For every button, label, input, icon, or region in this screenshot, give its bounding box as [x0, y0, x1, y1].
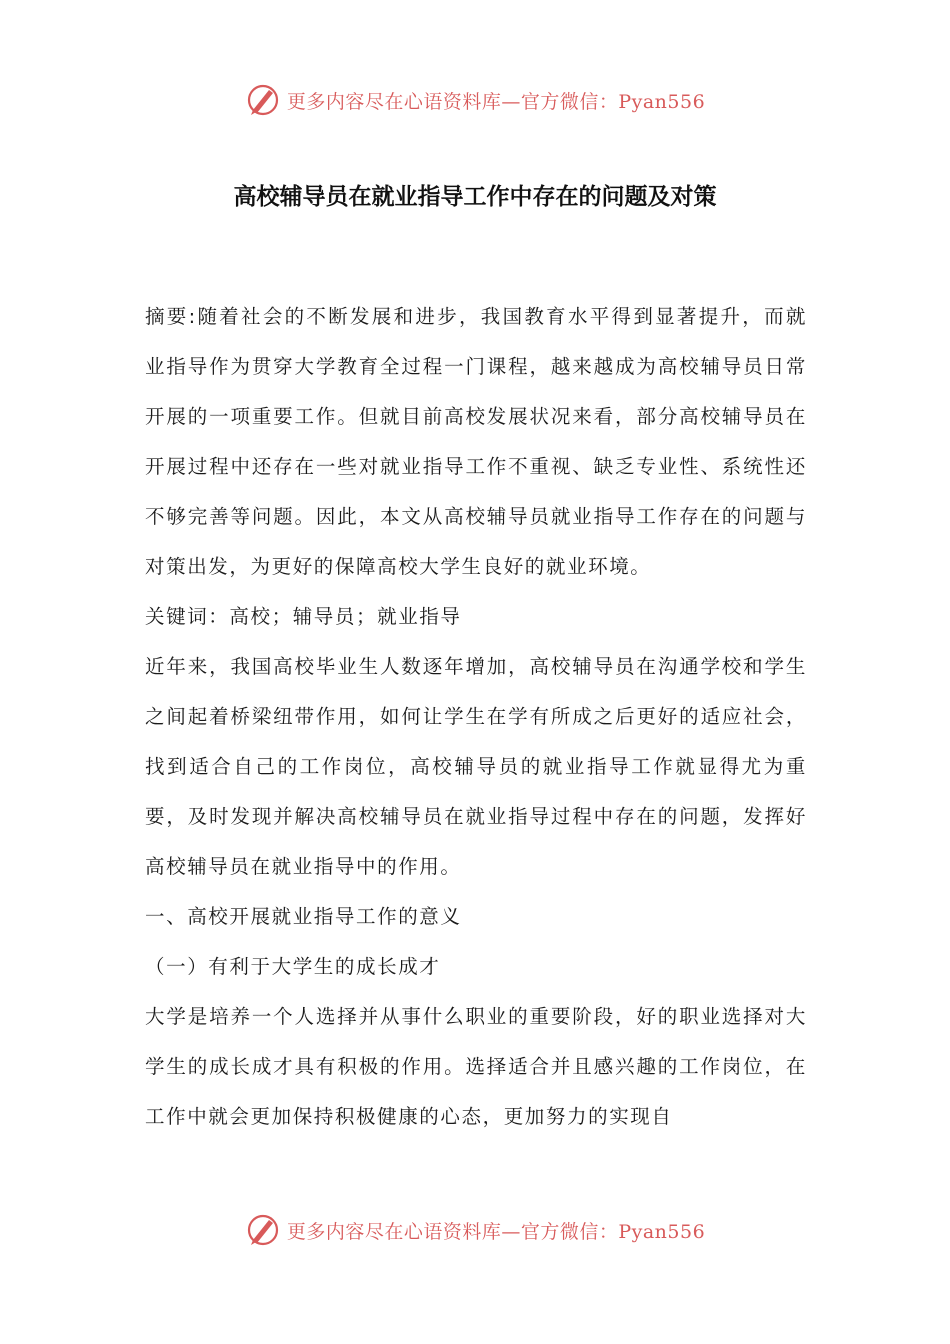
section-heading: 一、高校开展就业指导工作的意义	[145, 905, 462, 928]
intro-paragraph: 近年来，我国高校毕业生人数逐年增加，高校辅导员在沟通学校和学生之间起着桥梁纽带作用，如何让学生在学有所成之后更好的适应社会，找到适合自己的工作岗位，高校辅导员的就业指导工作就显得尤为重要，及时发现并解决高校辅导员在就业指导过程中存在的问题，发挥好高校辅导员在就业指导中的作用。	[145, 655, 807, 878]
keywords-paragraph: 关键词：高校；辅导员；就业指导	[145, 605, 462, 628]
body-paragraph: 大学是培养一个人选择并从事什么职业的重要阶段，好的职业选择对大学生的成长成才具有积极的作用。选择适合并且感兴趣的工作岗位，在工作中就会更加保持积极健康的心态，更加努力的实现自	[145, 1005, 807, 1128]
document-body	[145, 292, 807, 1142]
pen-circle-icon	[245, 82, 281, 118]
document-title: 高校辅导员在就业指导工作中存在的问题及对策	[233, 183, 717, 210]
footer-watermark	[0, 1210, 950, 1250]
footer-watermark-text: 更多内容尽在心语资料库—官方微信：Pyan556	[286, 1220, 706, 1243]
subsection-heading: （一）有利于大学生的成长成才	[145, 955, 441, 978]
header-watermark-text: 更多内容尽在心语资料库—官方微信：Pyan556	[286, 90, 706, 113]
header-watermark	[0, 80, 950, 120]
pen-circle-icon	[245, 1212, 281, 1248]
abstract-paragraph: 摘要:随着社会的不断发展和进步，我国教育水平得到显著提升，而就业指导作为贯穿大学教育全过程一门课程，越来越成为高校辅导员日常开展的一项重要工作。但就目前高校发展状况来看，部分高校辅导员在开展过程中还存在一些对就业指导工作不重视、缺乏专业性、系统性还不够完善等问题。因此，本文从高校辅导员就业指导工作存在的问题与对策出发，为更好的保障高校大学生良好的就业环境。	[145, 305, 807, 578]
